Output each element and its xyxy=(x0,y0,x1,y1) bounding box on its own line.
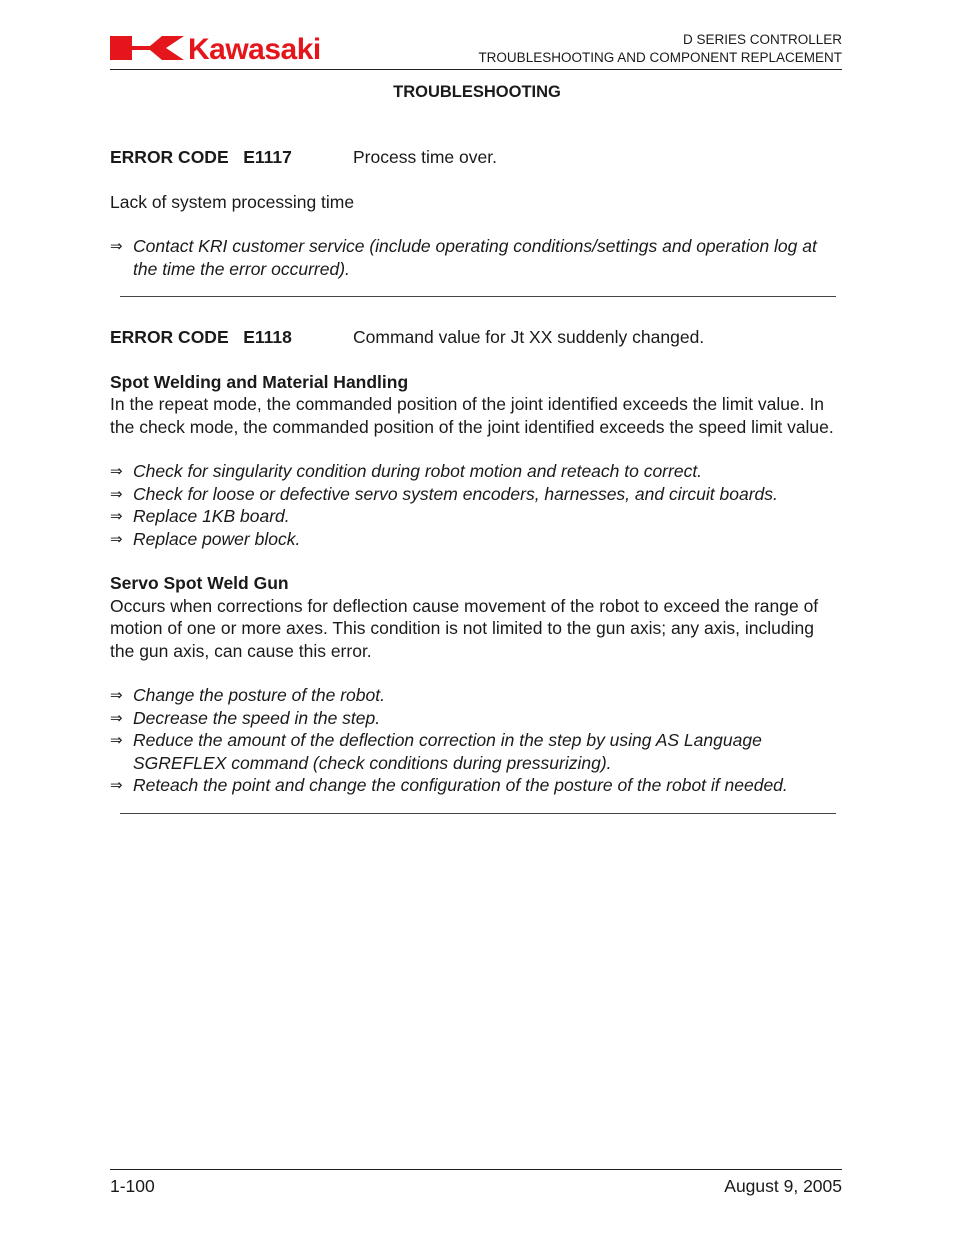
subsection-text: In the repeat mode, the commanded position of the joint identified exceeds the limit value. In the check mode, the commanded position of the joint identified exceeds the speed limit value. xyxy=(110,394,834,437)
section-title: TROUBLESHOOTING xyxy=(393,83,561,101)
action-text: Reteach the point and change the configuration of the posture of the robot if needed. xyxy=(133,775,788,795)
arrow-icon: ⇒ xyxy=(110,462,123,480)
subsection-text: Occurs when corrections for deflection cause movement of the robot to exceed the range of motion of one or more axes. This condition is not limited to the gun axis; any axis, including the gun axis, can cause this error. xyxy=(110,595,819,661)
header-line-2: TROUBLESHOOTING AND COMPONENT REPLACEMENT xyxy=(478,50,842,65)
arrow-icon: ⇒ xyxy=(110,731,123,749)
footer-rule xyxy=(110,1169,842,1170)
action-item xyxy=(110,505,842,528)
arrow-icon: ⇒ xyxy=(110,484,123,503)
action-text: Check for singularity condition during robot motion and reteach to correct. xyxy=(133,461,703,481)
arrow-icon: ⇒ xyxy=(110,686,123,704)
action-text: Reduce the amount of the deflection correction in the step by using AS Language SGREFLEX command (check conditions during pressurizing). xyxy=(133,730,762,773)
arrow-icon: ⇒ xyxy=(110,708,123,727)
header-line-1: D SERIES CONTROLLER xyxy=(682,32,842,47)
revision-date: August 9, 2005 xyxy=(724,1176,842,1196)
arrow-icon: ⇒ xyxy=(110,507,123,525)
action-item xyxy=(110,483,842,506)
error-cause: Lack of system processing time xyxy=(110,191,355,212)
kawasaki-logo xyxy=(110,33,390,63)
error-code-label: ERROR CODE E1118 xyxy=(110,327,292,347)
error-code-description: Process time over. xyxy=(353,147,497,167)
page-content xyxy=(110,146,842,814)
error-code-label: ERROR CODE E1117 xyxy=(110,147,292,167)
header-rule xyxy=(110,69,842,70)
action-text: Replace power block. xyxy=(133,528,301,549)
action-item xyxy=(110,707,842,730)
error-code-e1117 xyxy=(110,146,842,169)
action-item xyxy=(110,774,842,797)
section-divider xyxy=(120,813,836,814)
arrow-icon: ⇒ xyxy=(110,529,123,548)
page-number: 1-100 xyxy=(110,1176,155,1196)
action-text: Contact KRI customer service (include operating conditions/settings and operation log at the time the error occurred). xyxy=(133,236,817,279)
logo-wordmark: Kawasaki xyxy=(188,33,321,63)
action-item xyxy=(110,460,842,483)
error-code-e1118 xyxy=(110,326,842,349)
action-item xyxy=(110,684,842,707)
action-text: Decrease the speed in the step. xyxy=(133,707,381,728)
subsection-heading: Servo Spot Weld Gun xyxy=(110,573,289,593)
running-header xyxy=(478,31,842,67)
arrow-icon: ⇒ xyxy=(110,776,123,794)
error-code-description: Command value for Jt XX suddenly changed. xyxy=(353,327,705,347)
subsection-heading: Spot Welding and Material Handling xyxy=(110,371,409,392)
action-text: Check for loose or defective servo system encoders, harnesses, and circuit boards. xyxy=(133,483,778,504)
arrow-icon: ⇒ xyxy=(110,237,123,255)
action-item xyxy=(110,729,842,774)
action-text: Change the posture of the robot. xyxy=(133,685,385,705)
action-item xyxy=(110,528,842,551)
action-text: Replace 1KB board. xyxy=(133,506,290,526)
action-item xyxy=(110,235,842,280)
